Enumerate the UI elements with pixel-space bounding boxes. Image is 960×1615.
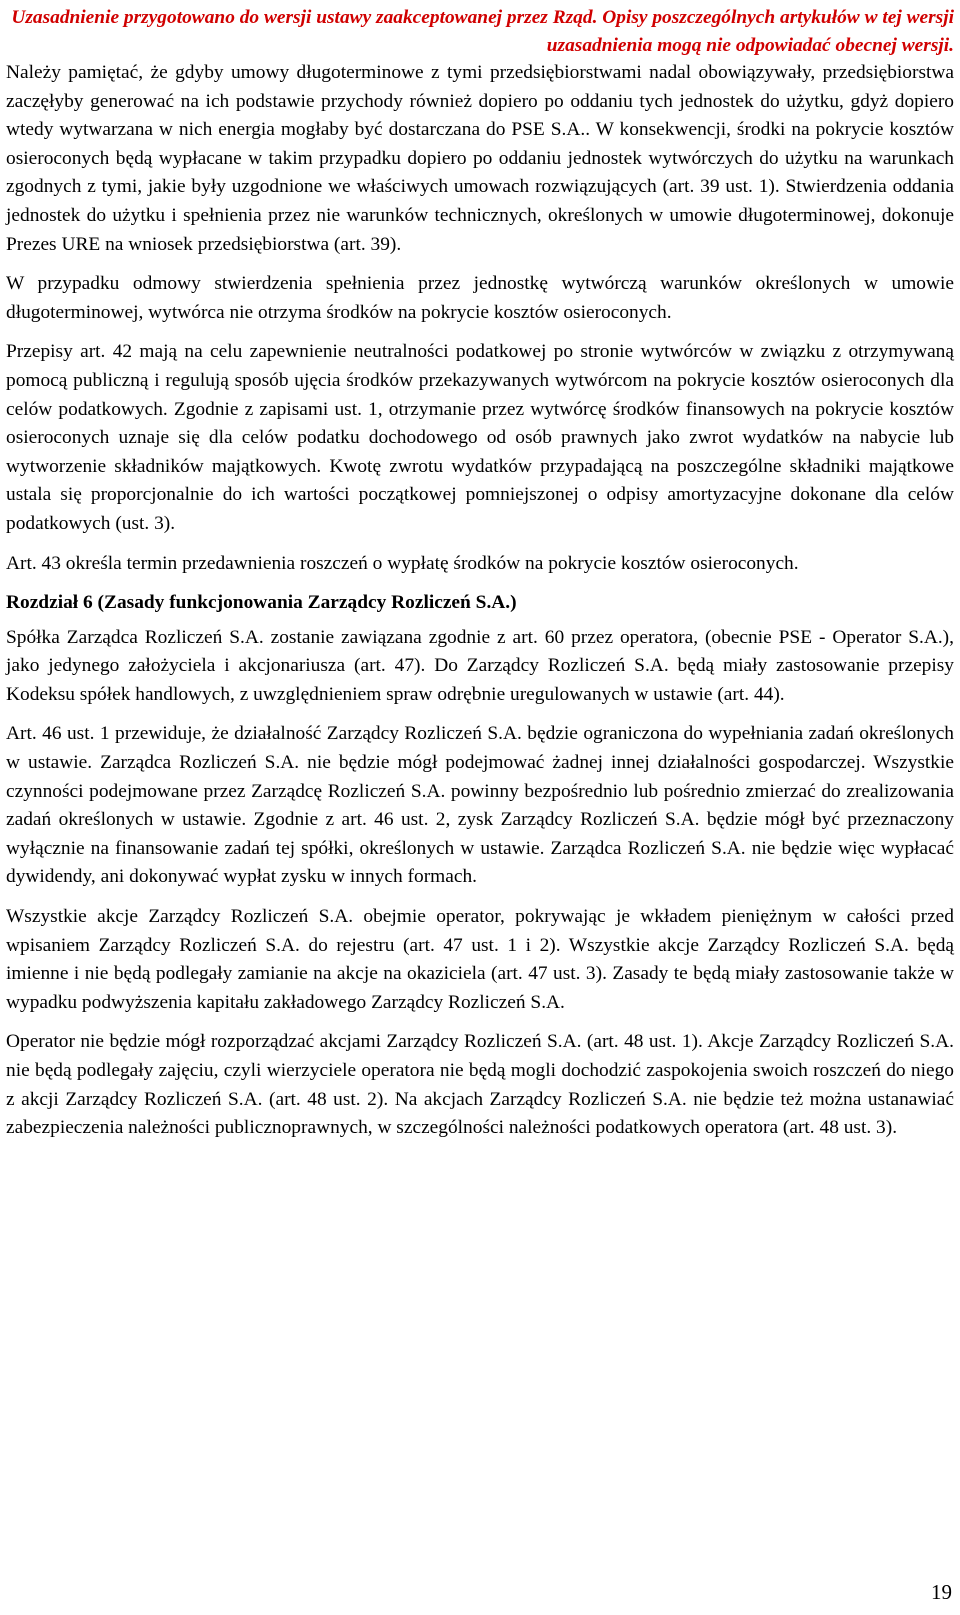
paragraph-limitation-period: Art. 43 określa termin przedawnienia roszczeń o wypłatę środków na pokrycie kosztów osieroconych. — [6, 552, 799, 574]
version-notice: Uzasadnienie przygotowano do wersji ustawy zaakceptowanej przez Rząd. Opisy poszczególnych artykułów w tej wersji uzasadnienia mogą nie odpowiadać obecnej wersji. — [11, 7, 954, 56]
page-number: 19 — [931, 1580, 952, 1604]
paragraph-share-disposal: Operator nie będzie mógł rozporządzać akcjami Zarządcy Rozliczeń S.A. (art. 48 ust. 1). Akcje Zarządcy Rozliczeń S.A. nie będą podlegały zajęciu, czyli wierzyciele operatora nie będą mogli dochodzić zaspokojenia swoich roszczeń do niego z akcji Zarządcy Rozliczeń S.A. (art. 48 ust. 2). Na akcjach Zarządcy Rozliczeń S.A. nie będzie też można ustanawiać zabezpieczenia należności publicznoprawnych, w szczególności należności podatkowych operatora (art. 48 ust. 3). — [6, 1031, 954, 1139]
paragraph-refusal: W przypadku odmowy stwierdzenia spełnienia przez jednostkę wytwórczą warunków określonych w umowie długoterminowej, wytwórca nie otrzyma środków na pokrycie kosztów osieroconych. — [6, 273, 954, 323]
paragraph-shares: Wszystkie akcje Zarządcy Rozliczeń S.A. obejmie operator, pokrywając je wkładem pieniężnym w całości przed wpisaniem Zarządcy Rozliczeń S.A. do rejestru (art. 47 ust. 1 i 2). Wszystkie akcje Zarządcy Rozliczeń S.A. będą imienne i nie będą podlegały zamianie na akcje na okaziciela (art. 47 ust. 3). Zasady te będą miały zastosowanie także w wypadku podwyższenia kapitału zakładowego Zarządcy Rozliczeń S.A. — [6, 906, 954, 1013]
document-page — [6, 0, 954, 1143]
paragraph-long-term-contracts: Należy pamiętać, że gdyby umowy długoterminowe z tymi przedsiębiorstwami nadal obowiązywały, przedsiębiorstwa zaczęłyby generować na ich podstawie przychody również dopiero po oddaniu tych jednostek do użytku, gdyż dopiero wtedy wytwarzana w nich energia mogłaby być dostarczana do PSE S.A.. W konsekwencji, środki na pokrycie kosztów osieroconych będą wypłacane w takim przypadku dopiero po oddaniu jednostek wytwórczych do użytku na warunkach zgodnych z tymi, jakie były uzgodnione we właściwych umowach rozwiązujących (art. 39 ust. 1). Stwierdzenia oddania jednostek do użytku i spełnienia przez nie warunków technicznych, określonych w umowie długoterminowej, dokonuje Prezes URE na wniosek przedsiębiorstwa (art. 39). — [6, 62, 954, 255]
paragraph-tax-neutrality: Przepisy art. 42 mają na celu zapewnienie neutralności podatkowej po stronie wytwórców w związku z otrzymywaną pomocą publiczną i regulują sposób ujęcia środków przekazywanych wytwórcom na pokrycie kosztów osieroconych dla celów podatkowych. Zgodnie z zapisami ust. 1, otrzymanie przez wytwórcę środków finansowych na pokrycie kosztów osieroconych uznaje się dla celów podatku dochodowego od osób prawnych jako zwrot wydatków na nabycie lub wytworzenie składników majątkowych. Kwotę zwrotu wydatków przypadającą na poszczególne składniki majątkowe ustala się proporcjonalnie do ich wartości początkowej pomniejszonej o odpisy amortyzacyjne dokonane dla celów podatkowych (ust. 3). — [6, 341, 954, 534]
paragraph-company-formation: Spółka Zarządca Rozliczeń S.A. zostanie zawiązana zgodnie z art. 60 przez operatora, (obecnie PSE - Operator S.A.), jako jedynego założyciela i akcjonariusza (art. 47). Do Zarządcy Rozliczeń S.A. będą miały zastosowanie przepisy Kodeksu spółek handlowych, z uwzględnieniem spraw odrębnie uregulowanych w ustawie (art. 44). — [6, 626, 954, 705]
paragraph-activity-scope: Art. 46 ust. 1 przewiduje, że działalność Zarządcy Rozliczeń S.A. będzie ograniczona do wypełniania zadań określonych w ustawie. Zarządca Rozliczeń S.A. nie będzie mógł podejmować żadnej innej działalności gospodarczej. Wszystkie czynności podejmowane przez Zarządcę Rozliczeń S.A. powinny bezpośrednio lub pośrednio zmierzać do zrealizowania zadań określonych w ustawie. Zgodnie z art. 46 ust. 2, zysk Zarządcy Rozliczeń S.A. będzie mógł być przeznaczony wyłącznie na finansowanie zadań tej spółki, określonych w ustawie. Zarządca Rozliczeń S.A. nie będzie więc wypłacać dywidendy, ani dokonywać wypłat zysku w innych formach. — [6, 723, 954, 888]
chapter-heading: Rozdział 6 (Zasady funkcjonowania Zarządcy Rozliczeń S.A.) — [6, 592, 517, 614]
